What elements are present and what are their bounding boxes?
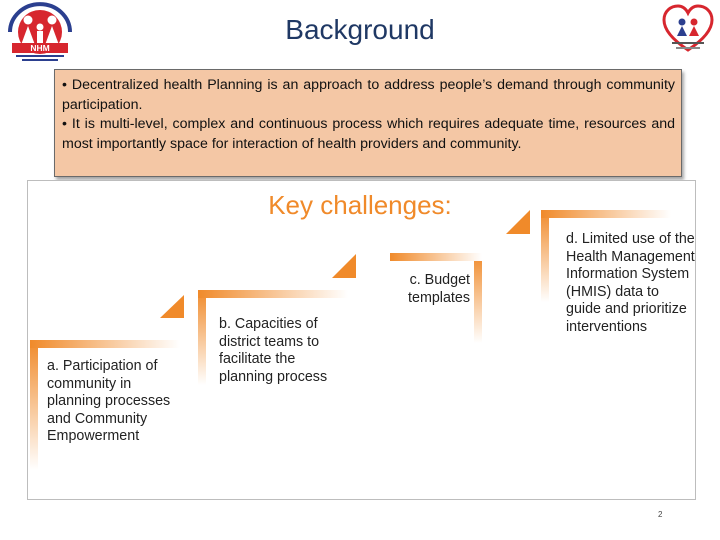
svg-text:NHM: NHM — [30, 43, 50, 53]
intro-point-1: • Decentralized health Planning is an approach to address people’s demand through community participation. — [62, 77, 675, 113]
challenge-d: d. Limited use of the Health Management Information System (HMIS) data to guide and prioritize interventions — [566, 231, 695, 335]
challenge-a: a. Participation of community in planning processes and Community Empowerment — [47, 358, 171, 444]
challenge-c: c. Budget templates — [408, 272, 470, 306]
key-challenges-heading: Key challenges: — [268, 190, 452, 220]
challenge-b: b. Capacities of district teams to facilitate the planning process — [219, 316, 328, 385]
page-number: 2 — [658, 510, 663, 519]
intro-point-2: • It is multi-level, complex and continuous process which requires adequate time, resources and most importantly space for interaction of health providers and community. — [62, 116, 675, 152]
slide-title: Background — [285, 14, 435, 45]
